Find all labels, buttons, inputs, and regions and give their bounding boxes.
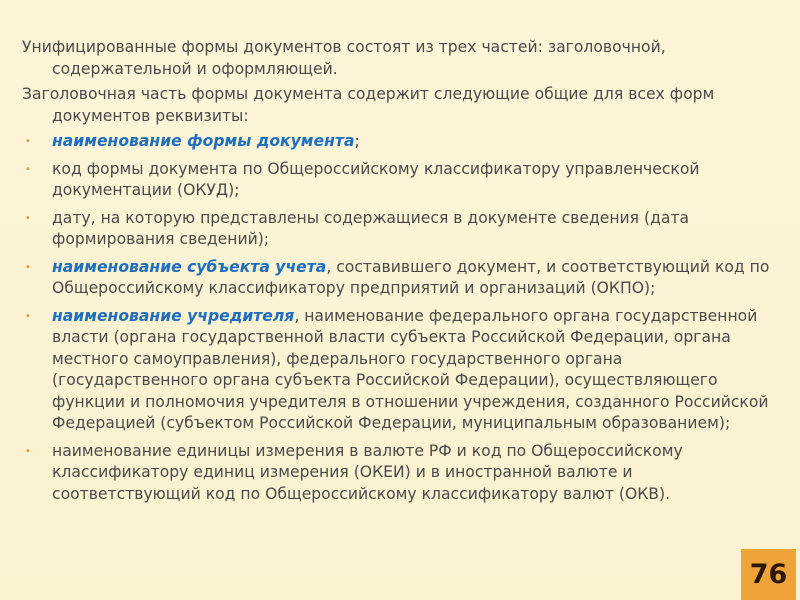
list-item-accounting-subject (22, 257, 782, 300)
list-item-emphasis: наименование субъекта учета (52, 257, 327, 276)
list-item-text: дату, на которую представлены содержащиеся в документе сведения (дата формирования сведений); (52, 208, 690, 248)
list-item-text: ; (354, 132, 360, 150)
list-item-text: , наименование федерального органа государственной власти (органа государственной власти субъекта Российской Федерации, органа местного самоуправления), федерального государственного органа (государственного органа субъекта Российской Федерации), осуществляющего функции и полномочия учредителя в отношении учреждения, созданного Российской Федерацией (субъектом Российской Федерации, муниципальным образованием); (52, 306, 769, 432)
page-number-badge: 76 (741, 549, 796, 600)
intro-paragraph-1: Унифицированные формы документов состоят из трех частей: заголовочной, содержательной и оформляющей. (22, 38, 666, 78)
bullet-icon: • (25, 212, 31, 224)
list-item-currency-unit (22, 441, 782, 506)
bullet-icon: • (25, 445, 31, 457)
intro-paragraph-2: Заголовочная часть формы документа содержит следующие общие для всех форм документов реквизиты: (22, 85, 715, 125)
list-item-founder (22, 306, 782, 435)
list-item-text: код формы документа по Общероссийскому классификатору управленческой документации (ОКУД); (52, 159, 700, 199)
slide-content (22, 37, 782, 511)
bullet-icon: • (25, 136, 31, 147)
list-item-date (22, 208, 782, 251)
list-item-emphasis: наименование учредителя (52, 306, 295, 325)
bullet-icon: • (25, 163, 31, 175)
bullet-icon: • (25, 310, 31, 322)
bullet-icon: • (25, 261, 31, 273)
list-item-emphasis: наименование формы документа (52, 132, 355, 150)
list-item-text: , составившего документ, и соответствующий код по Общероссийскому классификатору предприятий и организаций (ОКПО); (52, 257, 770, 297)
list-item-form-name (22, 131, 782, 153)
list-item-text: наименование единицы измерения в валюте РФ и код по Общероссийскому классификатору единиц измерения (ОКЕИ) и в иностранной валюте и соответствующий код по Общероссийскому классификатору валют (ОКВ). (52, 441, 683, 503)
list-item-okud (22, 159, 782, 202)
